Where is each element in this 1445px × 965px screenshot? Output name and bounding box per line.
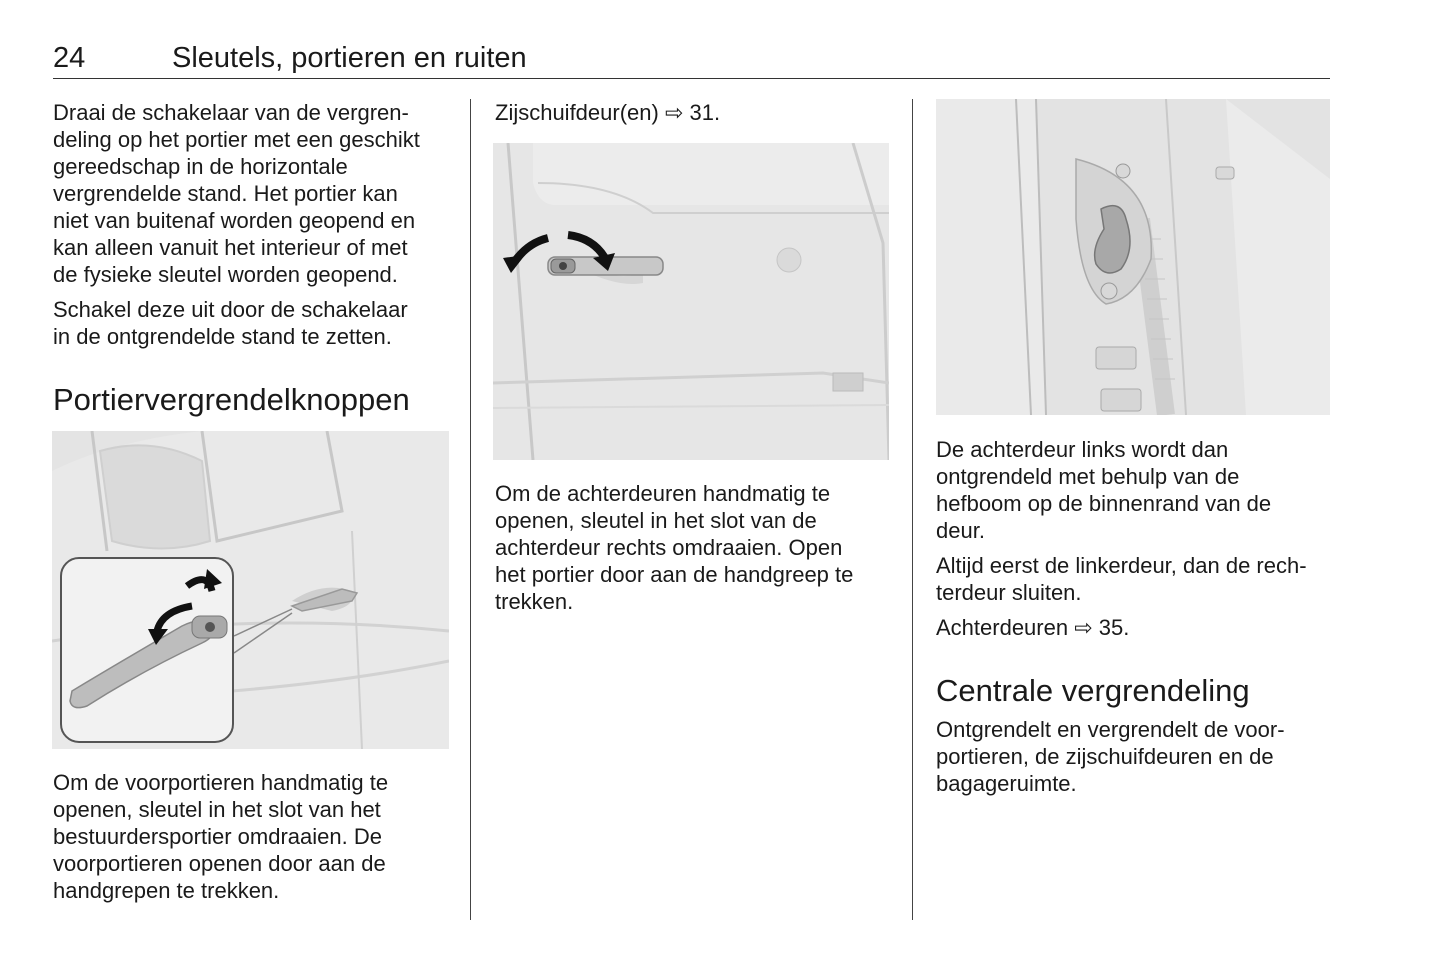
front-door-handle-illustration [52, 431, 449, 749]
paragraph: Altijd eerst de linkerdeur, dan de rech- terdeur sluiten. [936, 553, 1307, 605]
column-1-bottom [53, 769, 453, 912]
page-header [53, 40, 1330, 79]
page-number: 24 [53, 42, 86, 74]
sliding-door-handle-illustration [493, 143, 889, 460]
column-2 [495, 99, 895, 134]
paragraph: Om de voorportieren handmatig te openen, sleutel in het slot van het bestuurdersportier omdraaien. De voorportieren openen door aan de handgrepen te trekken. [53, 770, 389, 903]
column-1 [53, 99, 453, 358]
section-heading-door-lock-buttons: Portiervergrendelknoppen [53, 382, 410, 417]
rear-door-lever-illustration [936, 99, 1330, 415]
paragraph: Ontgrendelt en vergrendelt de voor- portieren, de zijschuifdeuren en de bagageruimte. [936, 717, 1285, 796]
cross-reference: Achterdeuren ⇨ 35. [936, 615, 1130, 640]
column-3-bottom [936, 716, 1336, 805]
paragraph: Draai de schakelaar van de vergren- deling op het portier met een geschikt gereedschap in de horizontale vergrendelde stand. Het portier kan niet van buitenaf worden geopend en kan alleen vanuit het interieur of met de fysieke sleutel worden geopend. [53, 100, 420, 287]
paragraph: De achterdeur links wordt dan ontgrendeld met behulp van de hefboom op de binnenrand van de deur. [936, 437, 1272, 543]
paragraph: Om de achterdeuren handmatig te openen, sleutel in het slot van de achterdeur rechts omdraaien. Open het portier door aan de handgreep te trekken. [495, 481, 854, 614]
cross-reference: Zijschuifdeur(en) ⇨ 31. [495, 100, 721, 125]
column-divider [470, 99, 471, 920]
paragraph: Schakel deze uit door de schakelaar in de ontgrendelde stand te zetten. [53, 297, 408, 349]
column-2-bottom [495, 480, 895, 623]
section-heading-central-locking: Centrale vergrendeling [936, 673, 1250, 708]
column-divider [912, 99, 913, 920]
column-3 [936, 436, 1336, 649]
page-title: Sleutels, portieren en ruiten [172, 42, 527, 74]
